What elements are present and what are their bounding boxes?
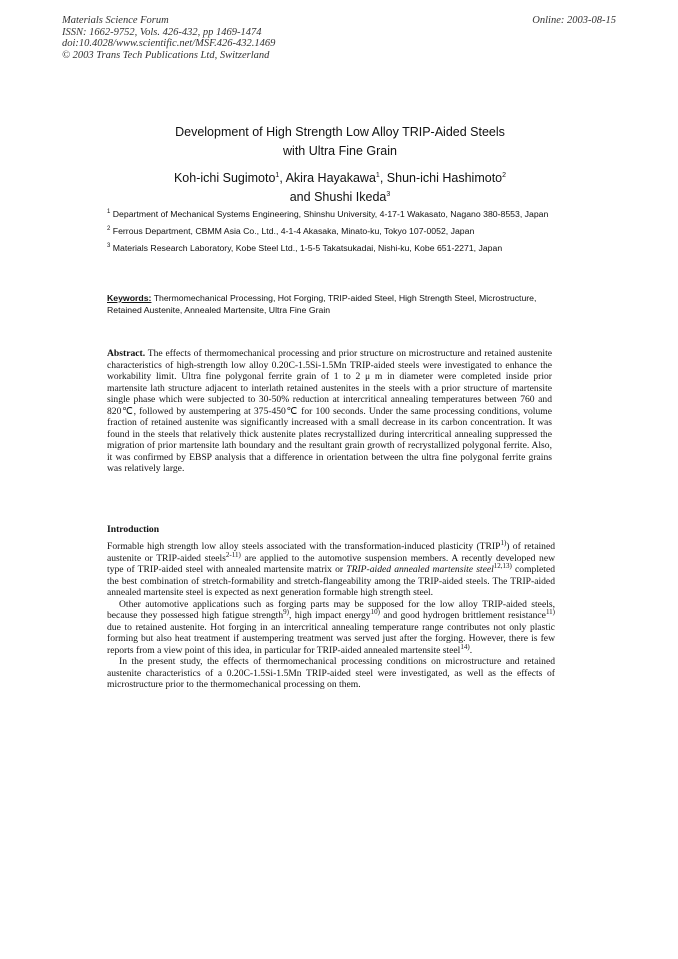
author-name: Akira Hayakawa — [285, 171, 376, 185]
affiliation-mark: 1 — [107, 209, 111, 216]
abstract-label: Abstract. — [107, 348, 146, 359]
journal-meta — [62, 15, 275, 61]
intro-text: are applied to the automotive suspension members. A recently developed new type of TRIP-aided steel with annealed martensite matrix or — [107, 552, 556, 575]
intro-text: due to retained austenite. Hot forging in an intercritical annealing temperature range contributes not only plastic forming but also heat treatment if austempering treatment was served just after the forging. However, there is few reports from a view point of this idea, in particular for TRIP-aided annealed martensite steel — [107, 621, 555, 656]
section-heading-introduction: Introduction — [107, 524, 160, 535]
copyright-line: © 2003 Trans Tech Publications Ltd, Switzerland — [62, 49, 270, 61]
citation-mark: 12,13) — [493, 561, 512, 570]
title-line-1: Development of High Strength Low Alloy TRIP-Aided Steels — [175, 125, 505, 139]
citation-mark: 9) — [283, 607, 289, 616]
author-name: Shushi Ikeda — [314, 190, 387, 204]
affiliation-item — [107, 242, 567, 254]
affiliation-text: Department of Mechanical Systems Engineering, Shinshu University, 4-17-1 Wakasato, Nagano 380-8553, Japan — [112, 209, 549, 219]
author-affil-mark: 1 — [375, 171, 380, 179]
author-name: Shun-ichi Hashimoto — [386, 171, 503, 185]
author-affil-mark: 1 — [275, 171, 280, 179]
intro-paragraph-2 — [107, 599, 555, 657]
abstract-block — [107, 348, 552, 475]
author-affil-mark: 2 — [502, 171, 507, 179]
keywords-text: Thermomechanical Processing, Hot Forging, TRIP-aided Steel, High Strength Steel, Microstructure, Retained Austenite, Annealed Martensite, Ultra Fine Grain — [107, 293, 537, 315]
journal-name: Materials Science Forum — [62, 15, 169, 26]
intro-text: . — [469, 644, 473, 656]
author-joiner: and — [289, 190, 311, 204]
affiliation-text: Ferrous Department, CBMM Asia Co., Ltd., 4-1-4 Akasaka, Minato-ku, Tokyo 107-0052, Japan — [112, 226, 475, 236]
issn-line: ISSN: 1662-9752, Vols. 426-432, pp 1469-1474 — [62, 26, 262, 38]
citation-mark: 1) — [500, 538, 507, 547]
keywords-label: Keywords: — [107, 293, 152, 303]
intro-italic-term: TRIP-aided annealed martensite steel — [346, 564, 494, 575]
affiliation-mark: 2 — [107, 226, 111, 233]
doi-line: doi:10.4028/www.scientific.net/MSF.426-432.1469 — [62, 38, 276, 49]
intro-paragraph-3: In the present study, the effects of thermomechanical processing conditions on microstructure and retained austenite characteristics of a 0.20C-1.5Si-1.5Mn TRIP-aided steel were investigated, as well as the effects of microstructure prior to the thermomechanical processing on them. — [107, 656, 555, 690]
intro-text: , high impact energy — [288, 610, 371, 621]
abstract-text: The effects of thermomechanical processing and prior structure on microstructure and retained austenite characteristics of high-strength low alloy 0.20C-1.5Si-1.5Mn TRIP-aided steels were investigated to enhance the workability limit. Ultra fine polygonal ferrite grain of 1 to 2 μ m in diameter were completed inside prior martensite lath structure adjacent to interlath retained austenites in the steels with a prior structure of martensite single phase which were subjected to 30-50% reduction at intercritical annealing temperatures between 760 and 820℃, followed by austempering at 375-450℃ for 100 seconds. Under the same processing conditions, volume fraction of retained austenite was significantly increased with a small decrease in its carbon concentration. It was found in the steels that relatively thick austenite plates recrystallized during intercritical annealing suppressed the migration of prior martensite lath boundary and the resultant grain growth of recrystallized polygonal ferrite. Also, it was confirmed by EBSP analysis that a difference in orientation between the ultra fine polygonal ferrite grains was relatively large. — [107, 348, 553, 474]
affiliation-item — [107, 225, 567, 237]
intro-text: ) of retained austenite or TRIP-aided steels — [107, 541, 555, 564]
introduction-body — [107, 538, 556, 691]
title-line-2: with Ultra Fine Grain — [283, 144, 397, 158]
author-affil-mark: 3 — [386, 190, 391, 198]
intro-text: Other automotive applications such as forging parts may be supposed for the low alloy TRIP-aided steels, because they possessed high fatigue strength — [107, 598, 555, 621]
paper-title — [100, 123, 580, 161]
intro-text: completed the best combination of stretch-formability and stretch-flangeability among the TRIP-aided steels. The TRIP-aided annealed martensite steel is expected as next generation formable high strength steel. — [107, 564, 555, 598]
author-list: Koh-ichi Sugimoto$^1$, Akira Hayakawa$^1$, Shun-ichi Hashimoto$^2$ and Shushi Ikeda$^3$ — [173, 171, 507, 204]
intro-text: and good hydrogen brittlement resistance — [379, 610, 546, 621]
intro-paragraph-1 — [107, 538, 556, 599]
affiliation-text: Materials Research Laboratory, Kobe Steel Ltd., 1-5-5 Takatsukadai, Nishi-ku, Kobe 651-2271, Japan — [112, 243, 503, 253]
affiliation-item — [107, 208, 567, 220]
citation-mark: 14) — [460, 642, 470, 651]
keywords-block — [107, 292, 567, 316]
intro-text: Formable high strength low alloy steels associated with the transformation-induced plasticity (TRIP — [107, 541, 501, 552]
affiliation-mark: 3 — [107, 243, 111, 250]
affiliation-list — [107, 208, 567, 259]
citation-mark: 11) — [545, 607, 556, 616]
author-name: Koh-ichi Sugimoto — [173, 171, 276, 185]
online-date: Online: 2003-08-15 — [532, 15, 616, 26]
citation-mark: 10) — [370, 607, 380, 616]
citation-mark: 2-11) — [225, 550, 241, 559]
